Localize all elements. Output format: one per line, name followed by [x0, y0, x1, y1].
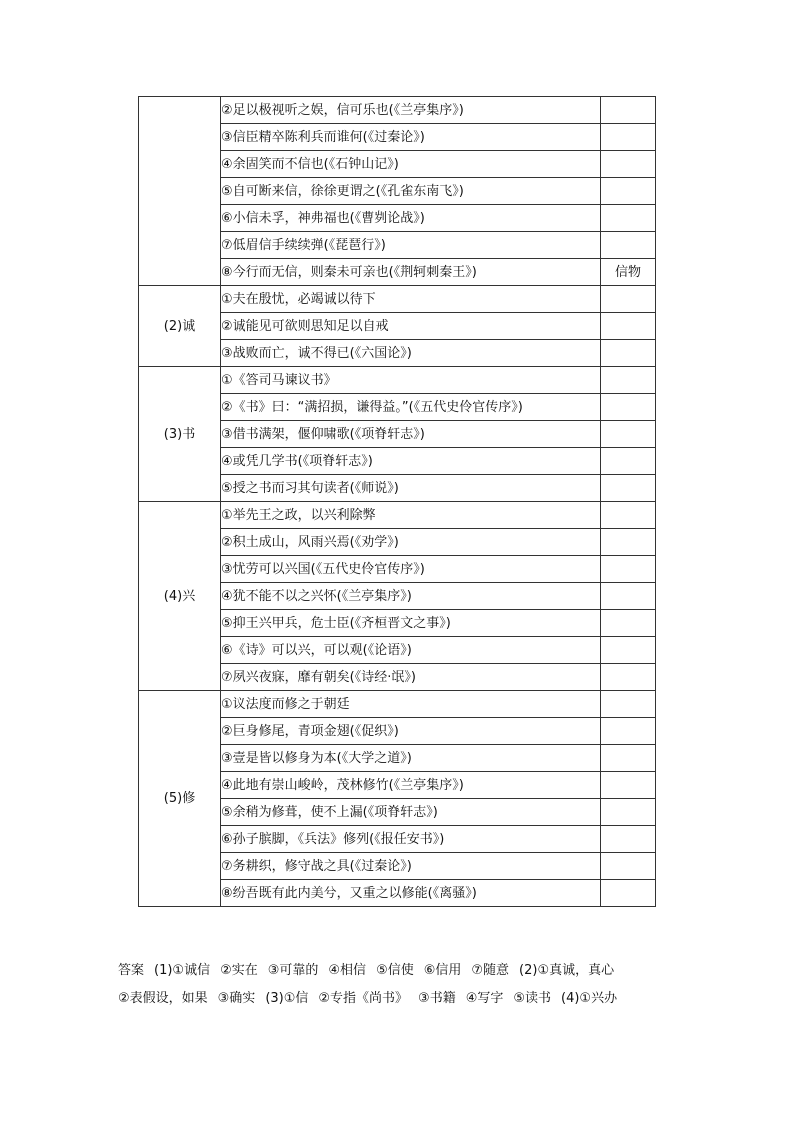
example-sentence: ④或凭几学书(《项脊轩志》) — [221, 448, 601, 475]
meaning-cell — [601, 475, 656, 502]
meaning-cell — [601, 664, 656, 691]
meaning-cell — [601, 313, 656, 340]
group-heading — [139, 97, 221, 286]
example-sentence: ⑤自可断来信，徐徐更谓之(《孔雀东南飞》) — [221, 178, 601, 205]
example-sentence: ⑦夙兴夜寐，靡有朝矣(《诗经·氓》) — [221, 664, 601, 691]
table-row — [139, 502, 656, 529]
table-row — [139, 691, 656, 718]
example-sentence: ②《书》曰：“满招损，谦得益。”(《五代史伶官传序》) — [221, 394, 601, 421]
meaning-cell — [601, 772, 656, 799]
meaning-cell — [601, 394, 656, 421]
meaning-cell — [601, 367, 656, 394]
answer-item: (2)①真诚，真心 — [519, 963, 615, 978]
meaning-cell — [601, 232, 656, 259]
group-heading: (3)书 — [139, 367, 221, 502]
example-sentence: ⑥孙子膑脚，《兵法》修列(《报任安书》) — [221, 826, 601, 853]
meaning-cell — [601, 205, 656, 232]
answer-item: ③确实 — [217, 991, 256, 1006]
table-row — [139, 286, 656, 313]
meaning-cell — [601, 853, 656, 880]
answer-item: (3)①信 — [265, 991, 309, 1006]
meaning-cell — [601, 799, 656, 826]
example-sentence: ②诚能见可欲则思知足以自戒 — [221, 313, 601, 340]
example-sentence: ②足以极视听之娱，信可乐也(《兰亭集序》) — [221, 97, 601, 124]
example-sentence: ⑦务耕织，修守战之具(《过秦论》) — [221, 853, 601, 880]
meaning-cell — [601, 421, 656, 448]
example-sentence: ③忧劳可以兴国(《五代史伶官传序》) — [221, 556, 601, 583]
answer-item: ②专指《尚书》 — [318, 991, 409, 1006]
answer-line-1 — [118, 957, 678, 985]
example-sentence: ③战败而亡，诚不得已(《六国论》) — [221, 340, 601, 367]
example-sentence: ①举先王之政，以兴利除弊 — [221, 502, 601, 529]
answer-item: ③可靠的 — [267, 963, 319, 978]
answer-item: ⑤读书 — [513, 991, 552, 1006]
meaning-cell — [601, 610, 656, 637]
answer-item: ⑤信使 — [376, 963, 414, 978]
answer-item: ③书籍 — [418, 991, 456, 1006]
example-sentence: ①《答司马谏议书》 — [221, 367, 601, 394]
meaning-cell — [601, 529, 656, 556]
example-sentence: ④余固笑而不信也(《石钟山记》) — [221, 151, 601, 178]
example-sentence: ②积土成山，风雨兴焉(《劝学》) — [221, 529, 601, 556]
meaning-cell — [601, 556, 656, 583]
meaning-cell — [601, 502, 656, 529]
answer-item: ④相信 — [328, 963, 367, 978]
meaning-cell — [601, 583, 656, 610]
group-heading: (2)诚 — [139, 286, 221, 367]
example-sentence: ①议法度而修之于朝廷 — [221, 691, 601, 718]
example-sentence: ②巨身修尾，青项金翅(《促织》) — [221, 718, 601, 745]
example-sentence: ⑧纷吾既有此内美兮，又重之以修能(《离骚》) — [221, 880, 601, 907]
meaning-cell — [601, 448, 656, 475]
answer-item: ④写字 — [465, 991, 504, 1006]
meaning-cell — [601, 286, 656, 313]
answer-section — [118, 957, 678, 1013]
meaning-cell — [601, 826, 656, 853]
meaning-cell — [601, 178, 656, 205]
example-sentence: ①夫在殷忧，必竭诚以待下 — [221, 286, 601, 313]
meaning-cell — [601, 124, 656, 151]
example-sentence: ③壹是皆以修身为本(《大学之道》) — [221, 745, 601, 772]
answer-line-2 — [118, 985, 678, 1013]
meaning-cell — [601, 340, 656, 367]
answer-item: ⑦随意 — [471, 963, 510, 978]
meaning-cell — [601, 880, 656, 907]
answer-label: 答案 — [118, 963, 145, 978]
example-sentence: ④此地有崇山峻岭，茂林修竹(《兰亭集序》) — [221, 772, 601, 799]
example-sentence: ⑥小信未孚，神弗福也(《曹刿论战》) — [221, 205, 601, 232]
meaning-cell — [601, 97, 656, 124]
answer-item: ②表假设，如果 — [118, 991, 208, 1006]
answer-item: (1)①诚信 — [154, 963, 211, 978]
example-sentence: ⑤余稍为修葺，使不上漏(《项脊轩志》) — [221, 799, 601, 826]
table-row — [139, 367, 656, 394]
example-sentence: ⑥《诗》可以兴，可以观(《论语》) — [221, 637, 601, 664]
example-sentence: ④犹不能不以之兴怀(《兰亭集序》) — [221, 583, 601, 610]
table-row — [139, 97, 656, 124]
meaning-cell — [601, 151, 656, 178]
meaning-cell: 信物 — [601, 259, 656, 286]
answer-item: ②实在 — [220, 963, 258, 978]
meaning-cell — [601, 745, 656, 772]
answer-item: (4)①兴办 — [561, 991, 618, 1006]
meaning-cell — [601, 637, 656, 664]
meaning-cell — [601, 691, 656, 718]
answer-item: ⑥信用 — [423, 963, 462, 978]
example-sentence: ⑧今行而无信，则秦未可亲也(《荆轲刺秦王》) — [221, 259, 601, 286]
group-heading: (5)修 — [139, 691, 221, 907]
group-heading: (4)兴 — [139, 502, 221, 691]
example-sentence: ③信臣精卒陈利兵而谁何(《过秦论》) — [221, 124, 601, 151]
example-sentence: ⑤授之书而习其句读者(《师说》) — [221, 475, 601, 502]
example-sentence: ③借书满架，偃仰啸歌(《项脊轩志》) — [221, 421, 601, 448]
meaning-cell — [601, 718, 656, 745]
example-sentence: ⑤抑王兴甲兵，危士臣(《齐桓晋文之事》) — [221, 610, 601, 637]
vocabulary-table — [138, 96, 656, 907]
example-sentence: ⑦低眉信手续续弹(《琵琶行》) — [221, 232, 601, 259]
